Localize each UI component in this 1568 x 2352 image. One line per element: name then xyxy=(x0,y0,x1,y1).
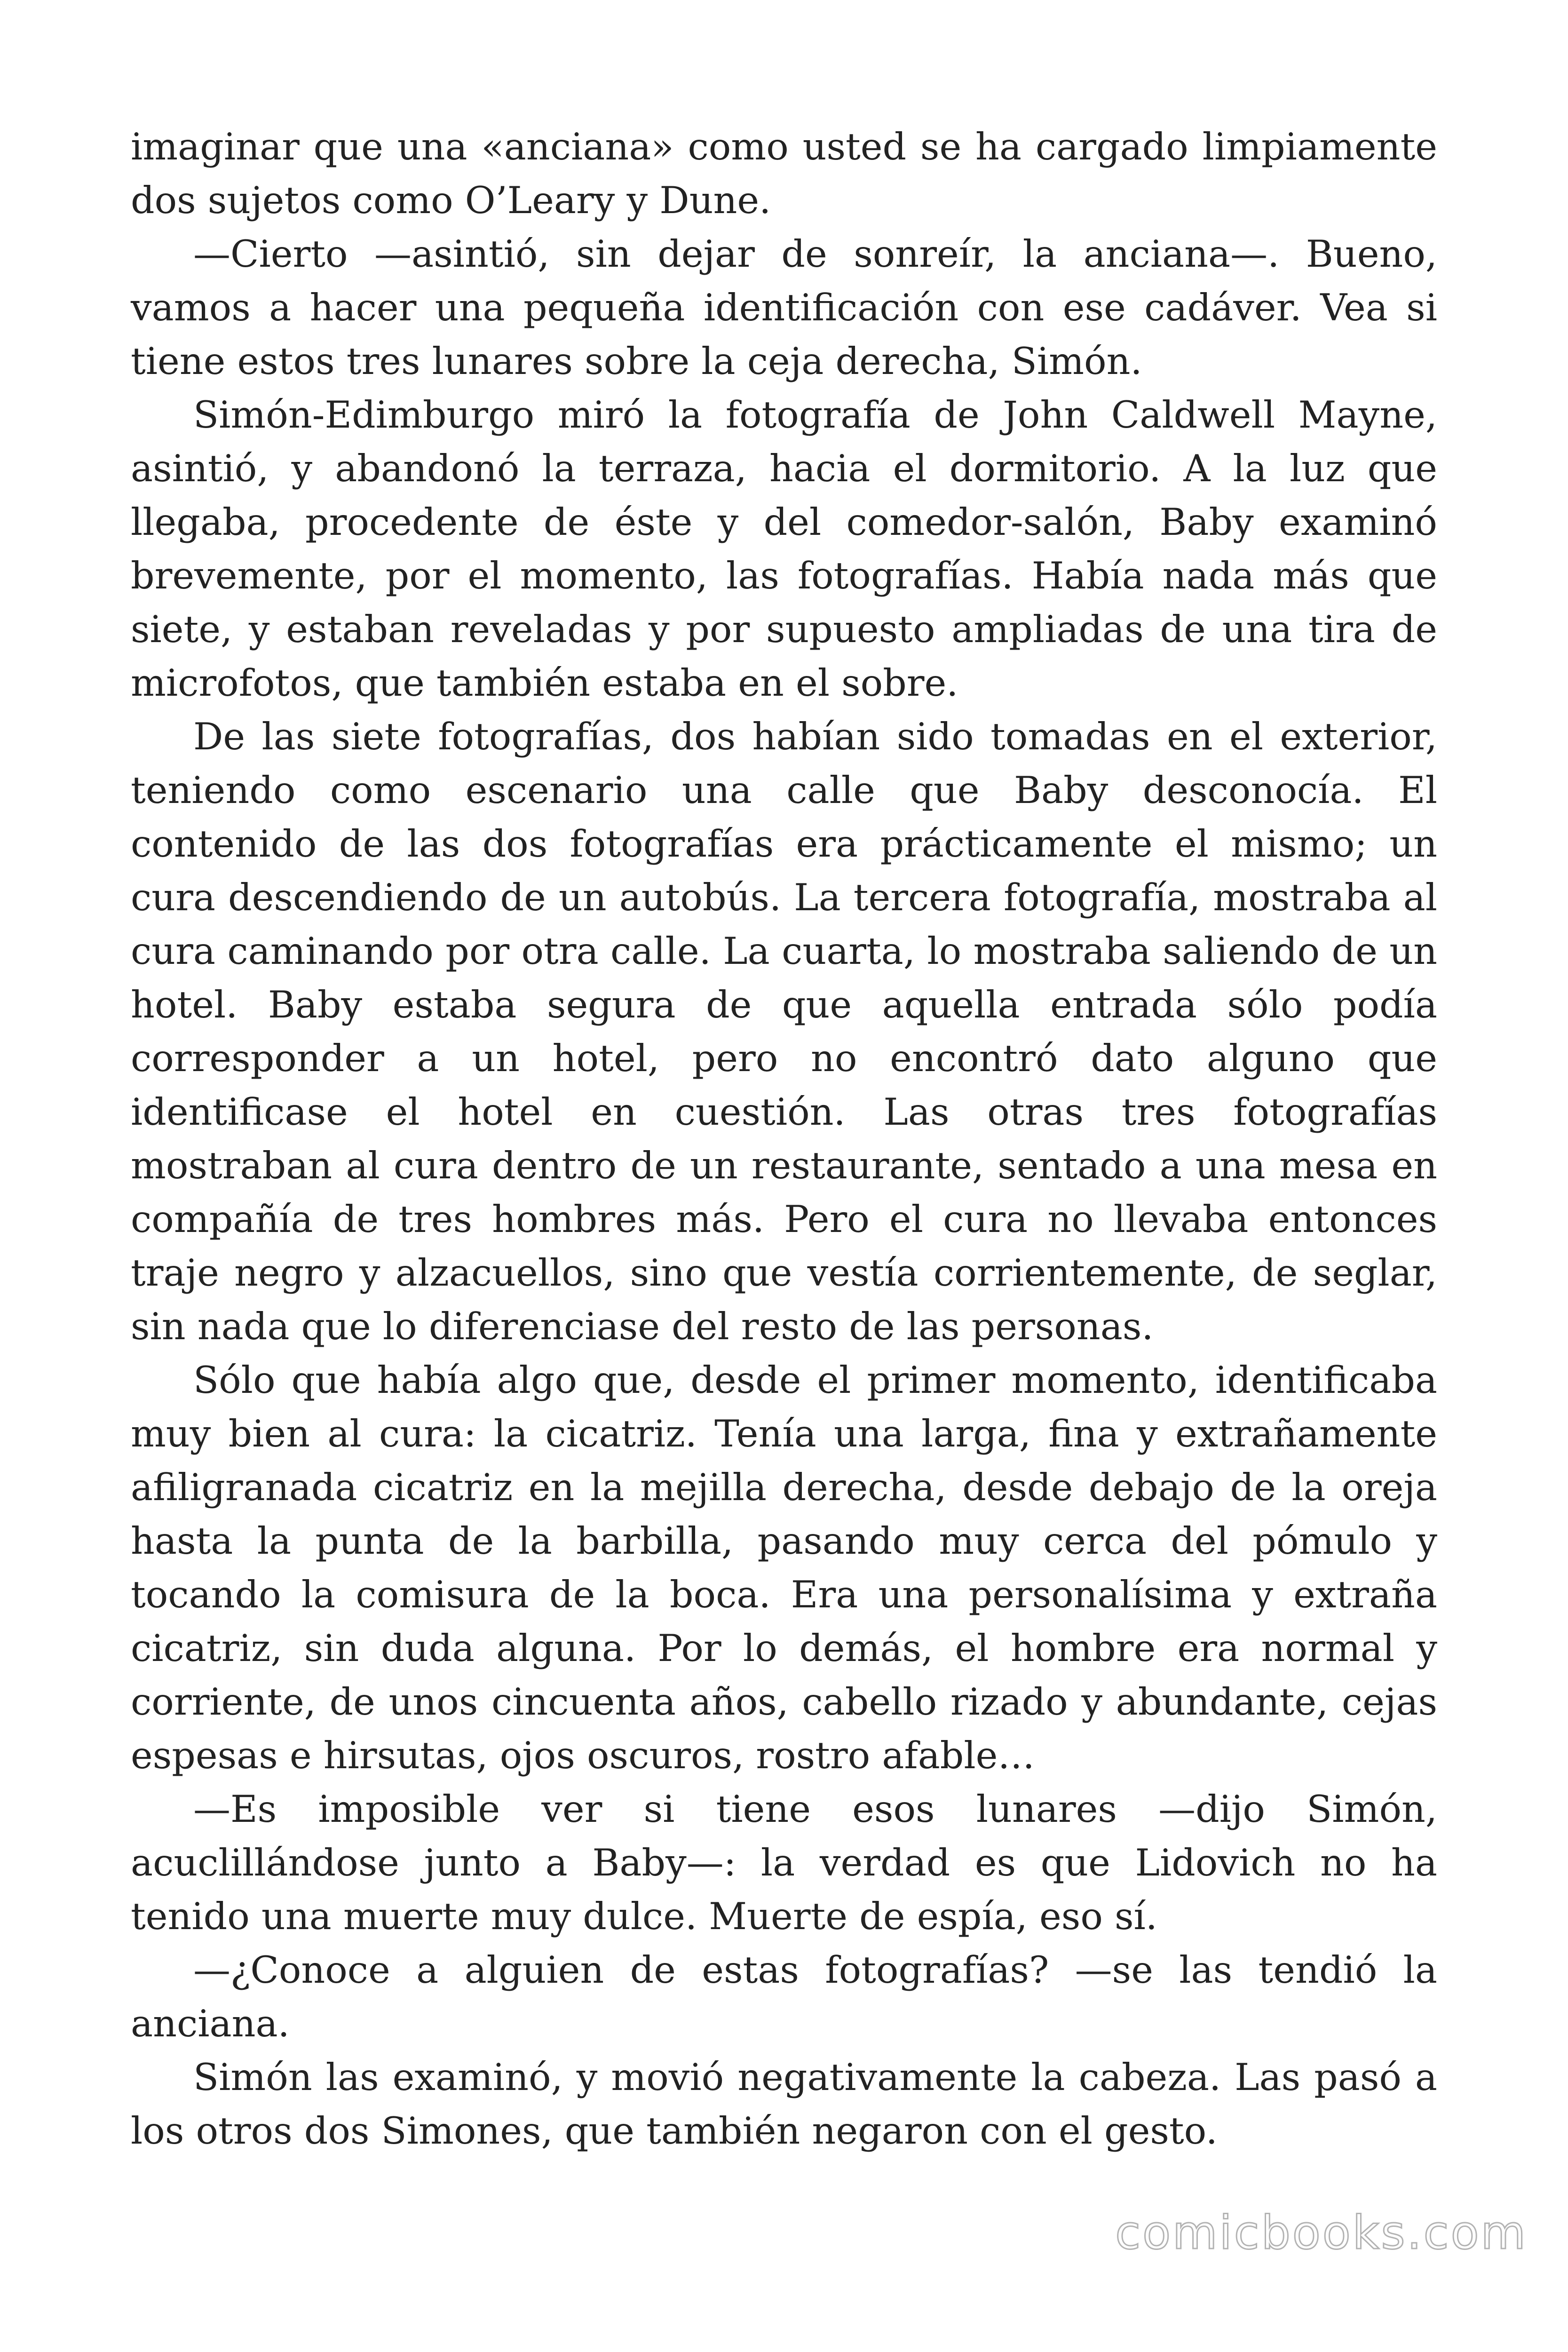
paragraph-cicatriz: Sólo que había algo que, desde el primer momento, identificaba muy bien al cura: la cicatriz. Tenía una larga, fina y extrañamente afiligranada cicatriz en la mejilla derecha, desde debajo de la oreja hasta la punta de la barbilla, pasando muy cerca del pómulo y tocando la comisura de la boca. Era una personalísima y extraña cicatriz, sin duda alguna. Por lo demás, el hombre era normal y corriente, de unos cincuenta años, cabello rizado y abundante, cejas espesas e hirsutas, ojos oscuros, rostro afable… xyxy=(131,1359,1437,1777)
paragraph-dialogue-anciana: —Cierto —asintió, sin dejar de sonreír, la anciana—. Bueno, vamos a hacer una pequeña identificación con ese cadáver. Vea si tiene estos tres lunares sobre la ceja derecha, Simón. xyxy=(131,232,1437,383)
paragraph-continuation: imaginar que una «anciana» como usted se ha cargado limpiamente dos sujetos como O’Leary y Dune. xyxy=(131,125,1437,222)
paragraph-siete-fotografias: De las siete fotografías, dos habían sido tomadas en el exterior, teniendo como escenario una calle que Baby desconocía. El contenido de las dos fotografías era prácticamente el mismo; un cura descendiendo de un autobús. La tercera fotografía, mostraba al cura caminando por otra calle. La cuarta, lo mostraba saliendo de un hotel. Baby estaba segura de que aquella entrada sólo podía corresponder a un hotel, pero no encontró dato alguno que identificase el hotel en cuestión. Las otras tres fotografías mostraban al cura dentro de un restaurante, sentado a una mesa en compañía de tres hombres más. Pero el cura no llevaba entonces traje negro y alzacuellos, sino que vestía corrientemente, de seglar, sin nada que lo diferenciase del resto de las personas. xyxy=(131,715,1437,1348)
paragraph-dialogue-simon: —Es imposible ver si tiene esos lunares —dijo Simón, acuclillándose junto a Baby—: la verdad es que Lidovich no ha tenido una muerte muy dulce. Muerte de espía, eso sí. xyxy=(131,1788,1437,1938)
paragraph-simon-edimburgo: Simón-Edimburgo miró la fotografía de John Caldwell Mayne, asintió, y abandonó la terraza, hacia el dormitorio. A la luz que llegaba, procedente de éste y del comedor-salón, Baby examinó brevemente, por el momento, las fotografías. Había nada más que siete, y estaban reveladas y por supuesto ampliadas de una tira de microfotos, que también estaba en el sobre. xyxy=(131,393,1437,705)
book-page-text xyxy=(131,120,1437,2158)
paragraph-dialogue-conoce: —¿Conoce a alguien de estas fotografías? —se las tendió la anciana. xyxy=(131,1948,1437,2045)
watermark: comicbooks.com xyxy=(1115,2206,1528,2260)
paragraph-simones: Simón las examinó, y movió negativamente la cabeza. Las pasó a los otros dos Simones, que también negaron con el gesto. xyxy=(131,2056,1437,2153)
